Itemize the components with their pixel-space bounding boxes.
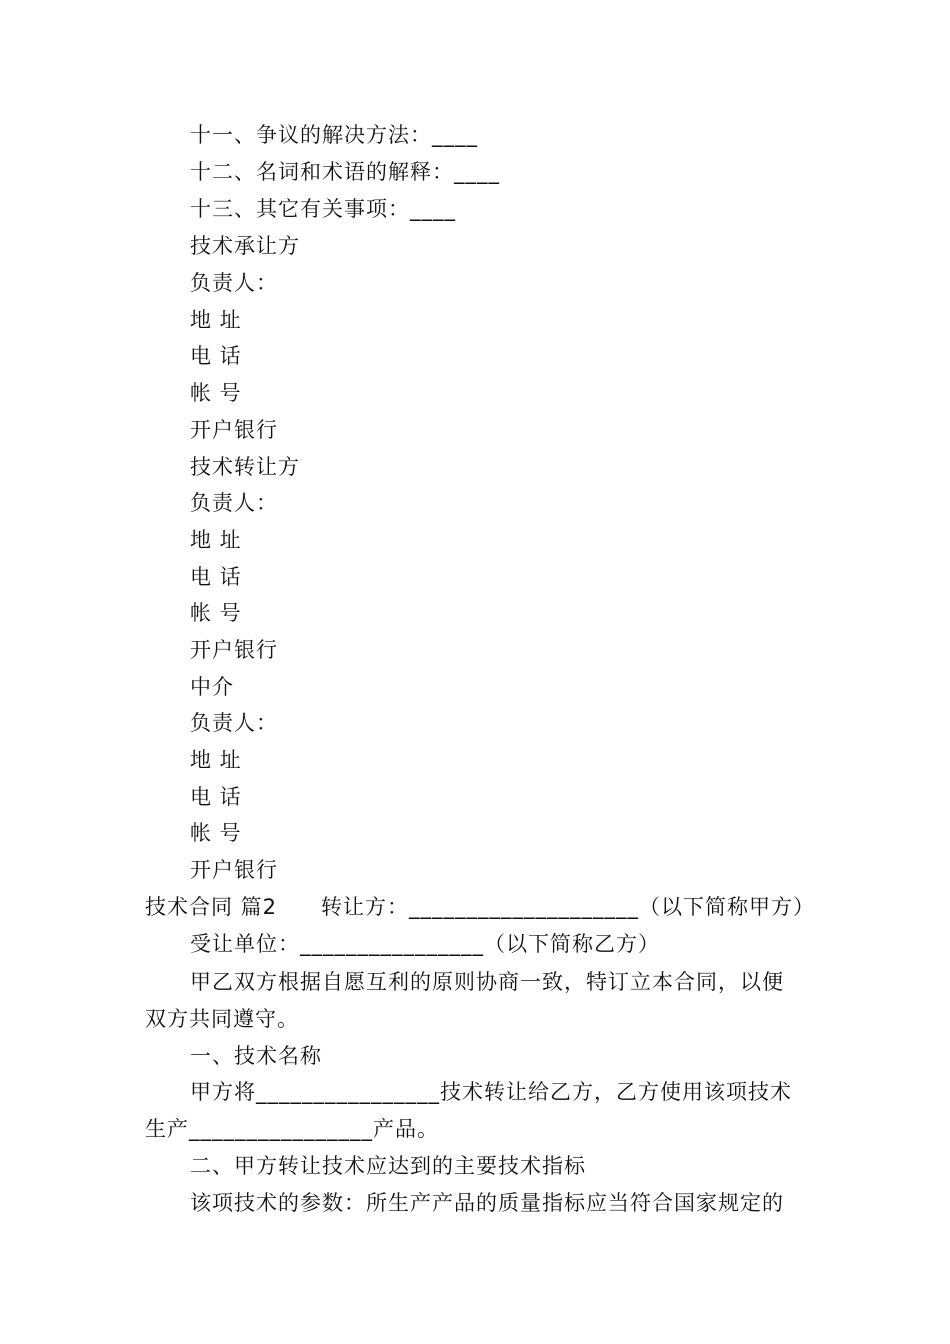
assignee-account: 帐 号 [190, 381, 242, 405]
intermediary-heading: 中介 [190, 675, 234, 699]
intermediary-person-in-charge: 负责人： [190, 711, 278, 735]
transferor-person-in-charge: 负责人： [190, 491, 278, 515]
section1-line-2: 生产________________产品。 [145, 1117, 439, 1141]
intro-line-2: 双方共同遵守。 [145, 1007, 299, 1031]
section2-title: 二、甲方转让技术应达到的主要技术指标 [190, 1154, 586, 1178]
transferor-address: 地 址 [190, 528, 242, 552]
section1-title: 一、技术名称 [190, 1044, 322, 1068]
assignee-heading: 技术承让方 [190, 234, 300, 258]
clause-12: 十二、名词和术语的解释：____ [190, 160, 500, 184]
transferor-phone: 电 话 [190, 565, 242, 589]
intermediary-bank: 开户银行 [190, 858, 278, 882]
transferor-bank: 开户银行 [190, 638, 278, 662]
transferor-heading: 技术转让方 [190, 455, 300, 479]
intro-line-1: 甲乙双方根据自愿互利的原则协商一致，特订立本合同，以便 [190, 970, 784, 994]
transferor-account: 帐 号 [190, 601, 242, 625]
intermediary-address: 地 址 [190, 748, 242, 772]
intermediary-account: 帐 号 [190, 821, 242, 845]
intermediary-phone: 电 话 [190, 785, 242, 809]
section1-line-1: 甲方将________________技术转让给乙方，乙方使用该项技术 [190, 1080, 792, 1104]
clause-11: 十一、争议的解决方法：____ [190, 123, 478, 147]
contract2-heading: 技术合同 篇2 转让方：____________________（以下简称甲方） [145, 895, 816, 919]
assignee-person-in-charge: 负责人： [190, 271, 278, 295]
assignee-address: 地 址 [190, 308, 242, 332]
party-b-line: 受让单位：________________（以下简称乙方） [190, 932, 660, 956]
clause-13: 十三、其它有关事项：____ [190, 197, 456, 221]
assignee-bank: 开户银行 [190, 418, 278, 442]
section2-line-1: 该项技术的参数：所生产产品的质量指标应当符合国家规定的 [190, 1191, 784, 1215]
assignee-phone: 电 话 [190, 344, 242, 368]
